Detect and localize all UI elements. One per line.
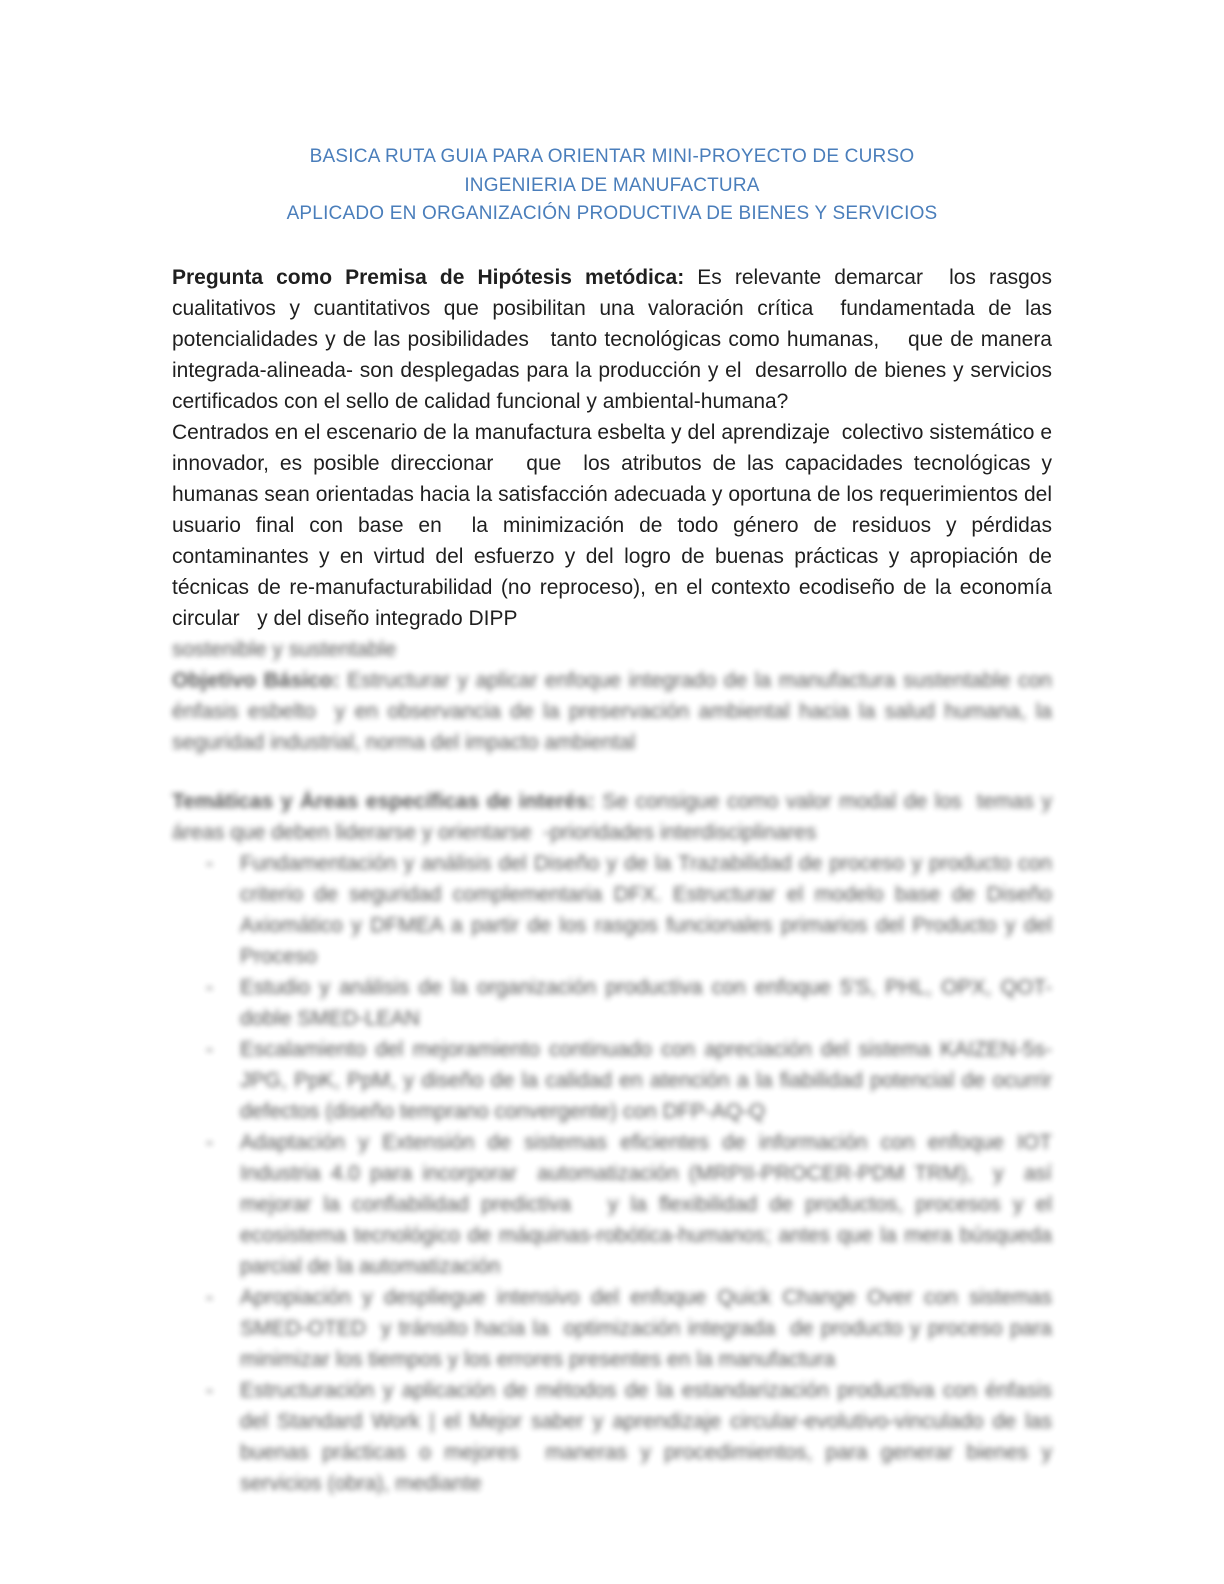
title-line-1: BASICA RUTA GUIA PARA ORIENTAR MINI-PROYECTO DE CURSO <box>309 146 915 167</box>
paragraph-topics-heading <box>172 786 1058 848</box>
document-title <box>172 143 1052 229</box>
list-item-text: Apropiación y despliegue intensivo del enfoque Quick Change Over con sistemas SMED-OTED y tránsito hacia la optimización integrada de producto y proceso para minimizar los tiempos y los errores presentes en la manufactura <box>240 1285 1058 1371</box>
document-body <box>172 262 1058 1499</box>
list-item <box>172 1375 1058 1499</box>
list-item <box>172 1282 1058 1375</box>
list-item-text: Adaptación y Extensión de sistemas eficientes de información con enfoque IOT Industria 4.0 para incorporar automatización (MRPII-PROCER-PDM TRM), y así mejorar la confiabilidad predictiva y la flexibilidad de productos, procesos y el ecosistema tecnológico de máquinas-robótica-humanos; antes que la mera búsqueda parcial de la automatización <box>240 1130 1058 1278</box>
paragraph-context <box>172 417 1058 634</box>
paragraph-topics-body: Se consigue como valor modal de los temas y áreas que deben liderarse y orientarse -prioridades interdisciplinares <box>172 789 1058 844</box>
title-line-3: APLICADO EN ORGANIZACIÓN PRODUCTIVA DE BIENES Y SERVICIOS <box>286 203 938 224</box>
paragraph-objective-body: Estructurar y aplicar enfoque integrado de la manufactura sustentable con énfasis esbelto y en observancia de la preservación ambiental hacia la salud humana, la seguridad industrial, norma del impacto ambiental <box>172 668 1058 754</box>
list-item <box>172 848 1058 972</box>
list-item-text: Estudio y análisis de la organización productiva con enfoque 5'S, PHL, OPX, QOT-doble SMED-LEAN <box>240 975 1052 1030</box>
list-item-text: Escalamiento del mejoramiento continuado con apreciación del sistema KAIZEN-5s-JPG, PpK, PpM, y diseño de la calidad en atención a la fiabilidad potencial de ocurrir defectos (diseño temprano convergente) con DFP-AQ-Q <box>240 1037 1058 1123</box>
paragraph-hypothesis <box>172 262 1058 417</box>
paragraph-context-blurred-tail: sostenible y sustentable <box>172 637 397 661</box>
list-item-text: Estructuración y aplicación de métodos de la estandarización productiva con énfasis del Standard Work | el Mejor saber y aprendizaje circular-evolutivo-vinculado de las buenas prácticas o mejores maneras y procedimientos, para generar bienes y servicios (obra), mediante <box>240 1378 1058 1495</box>
title-line-2: INGENIERIA DE MANUFACTURA <box>464 174 760 196</box>
list-item <box>172 972 1052 1034</box>
paragraph-hypothesis-lead: Pregunta como Premisa de Hipótesis metódica: <box>172 265 685 289</box>
dash-bullet-icon: - <box>206 851 213 875</box>
dash-bullet-icon: - <box>206 1285 213 1309</box>
paragraph-objective <box>172 665 1058 758</box>
list-item <box>172 1127 1058 1282</box>
list-item <box>172 1034 1058 1127</box>
list-item-text: Fundamentación y análisis del Diseño y de la Trazabilidad de proceso y producto con criterio de seguridad complementaria DFX. Estructurar el modelo base de Diseño Axiomático y DFMEA a partir de los rasgos funcionales primarios del Producto y del Proceso <box>240 851 1058 968</box>
dash-bullet-icon: - <box>206 975 213 999</box>
paragraph-objective-lead: Objetivo Básico: <box>172 668 340 692</box>
paragraph-hypothesis-body: Es relevante demarcar los rasgos cualitativos y cuantitativos que posibilitan una valoración crítica fundamentada de las potencialidades y de las posibilidades tanto tecnológicas como humanas, que de manera integrada-alineada- son desplegadas para la producción y el desarrollo de bienes y servicios certificados con el sello de calidad funcional y ambiental-humana? <box>172 265 1058 413</box>
dash-bullet-icon: - <box>206 1378 213 1402</box>
dash-bullet-icon: - <box>206 1130 213 1154</box>
paragraph-context-body: Centrados en el escenario de la manufactura esbelta y del aprendizaje colectivo sistemático e innovador, es posible direccionar que los atributos de las capacidades tecnológicas y humanas sean orientadas hacia la satisfacción adecuada y oportuna de los requerimientos del usuario final con base en la minimización de todo género de residuos y pérdidas contaminantes y en virtud del esfuerzo y del logro de buenas prácticas y apropiación de técnicas de re-manufacturabilidad (no reproceso), en el contexto ecodiseño de la economía circular y del diseño integrado DIPP <box>172 420 1058 630</box>
dash-bullet-icon: - <box>206 1037 213 1061</box>
paragraph-topics-lead: Temáticas y Áreas específicas de interés: <box>172 789 595 813</box>
topics-bullet-list <box>172 848 1058 1499</box>
